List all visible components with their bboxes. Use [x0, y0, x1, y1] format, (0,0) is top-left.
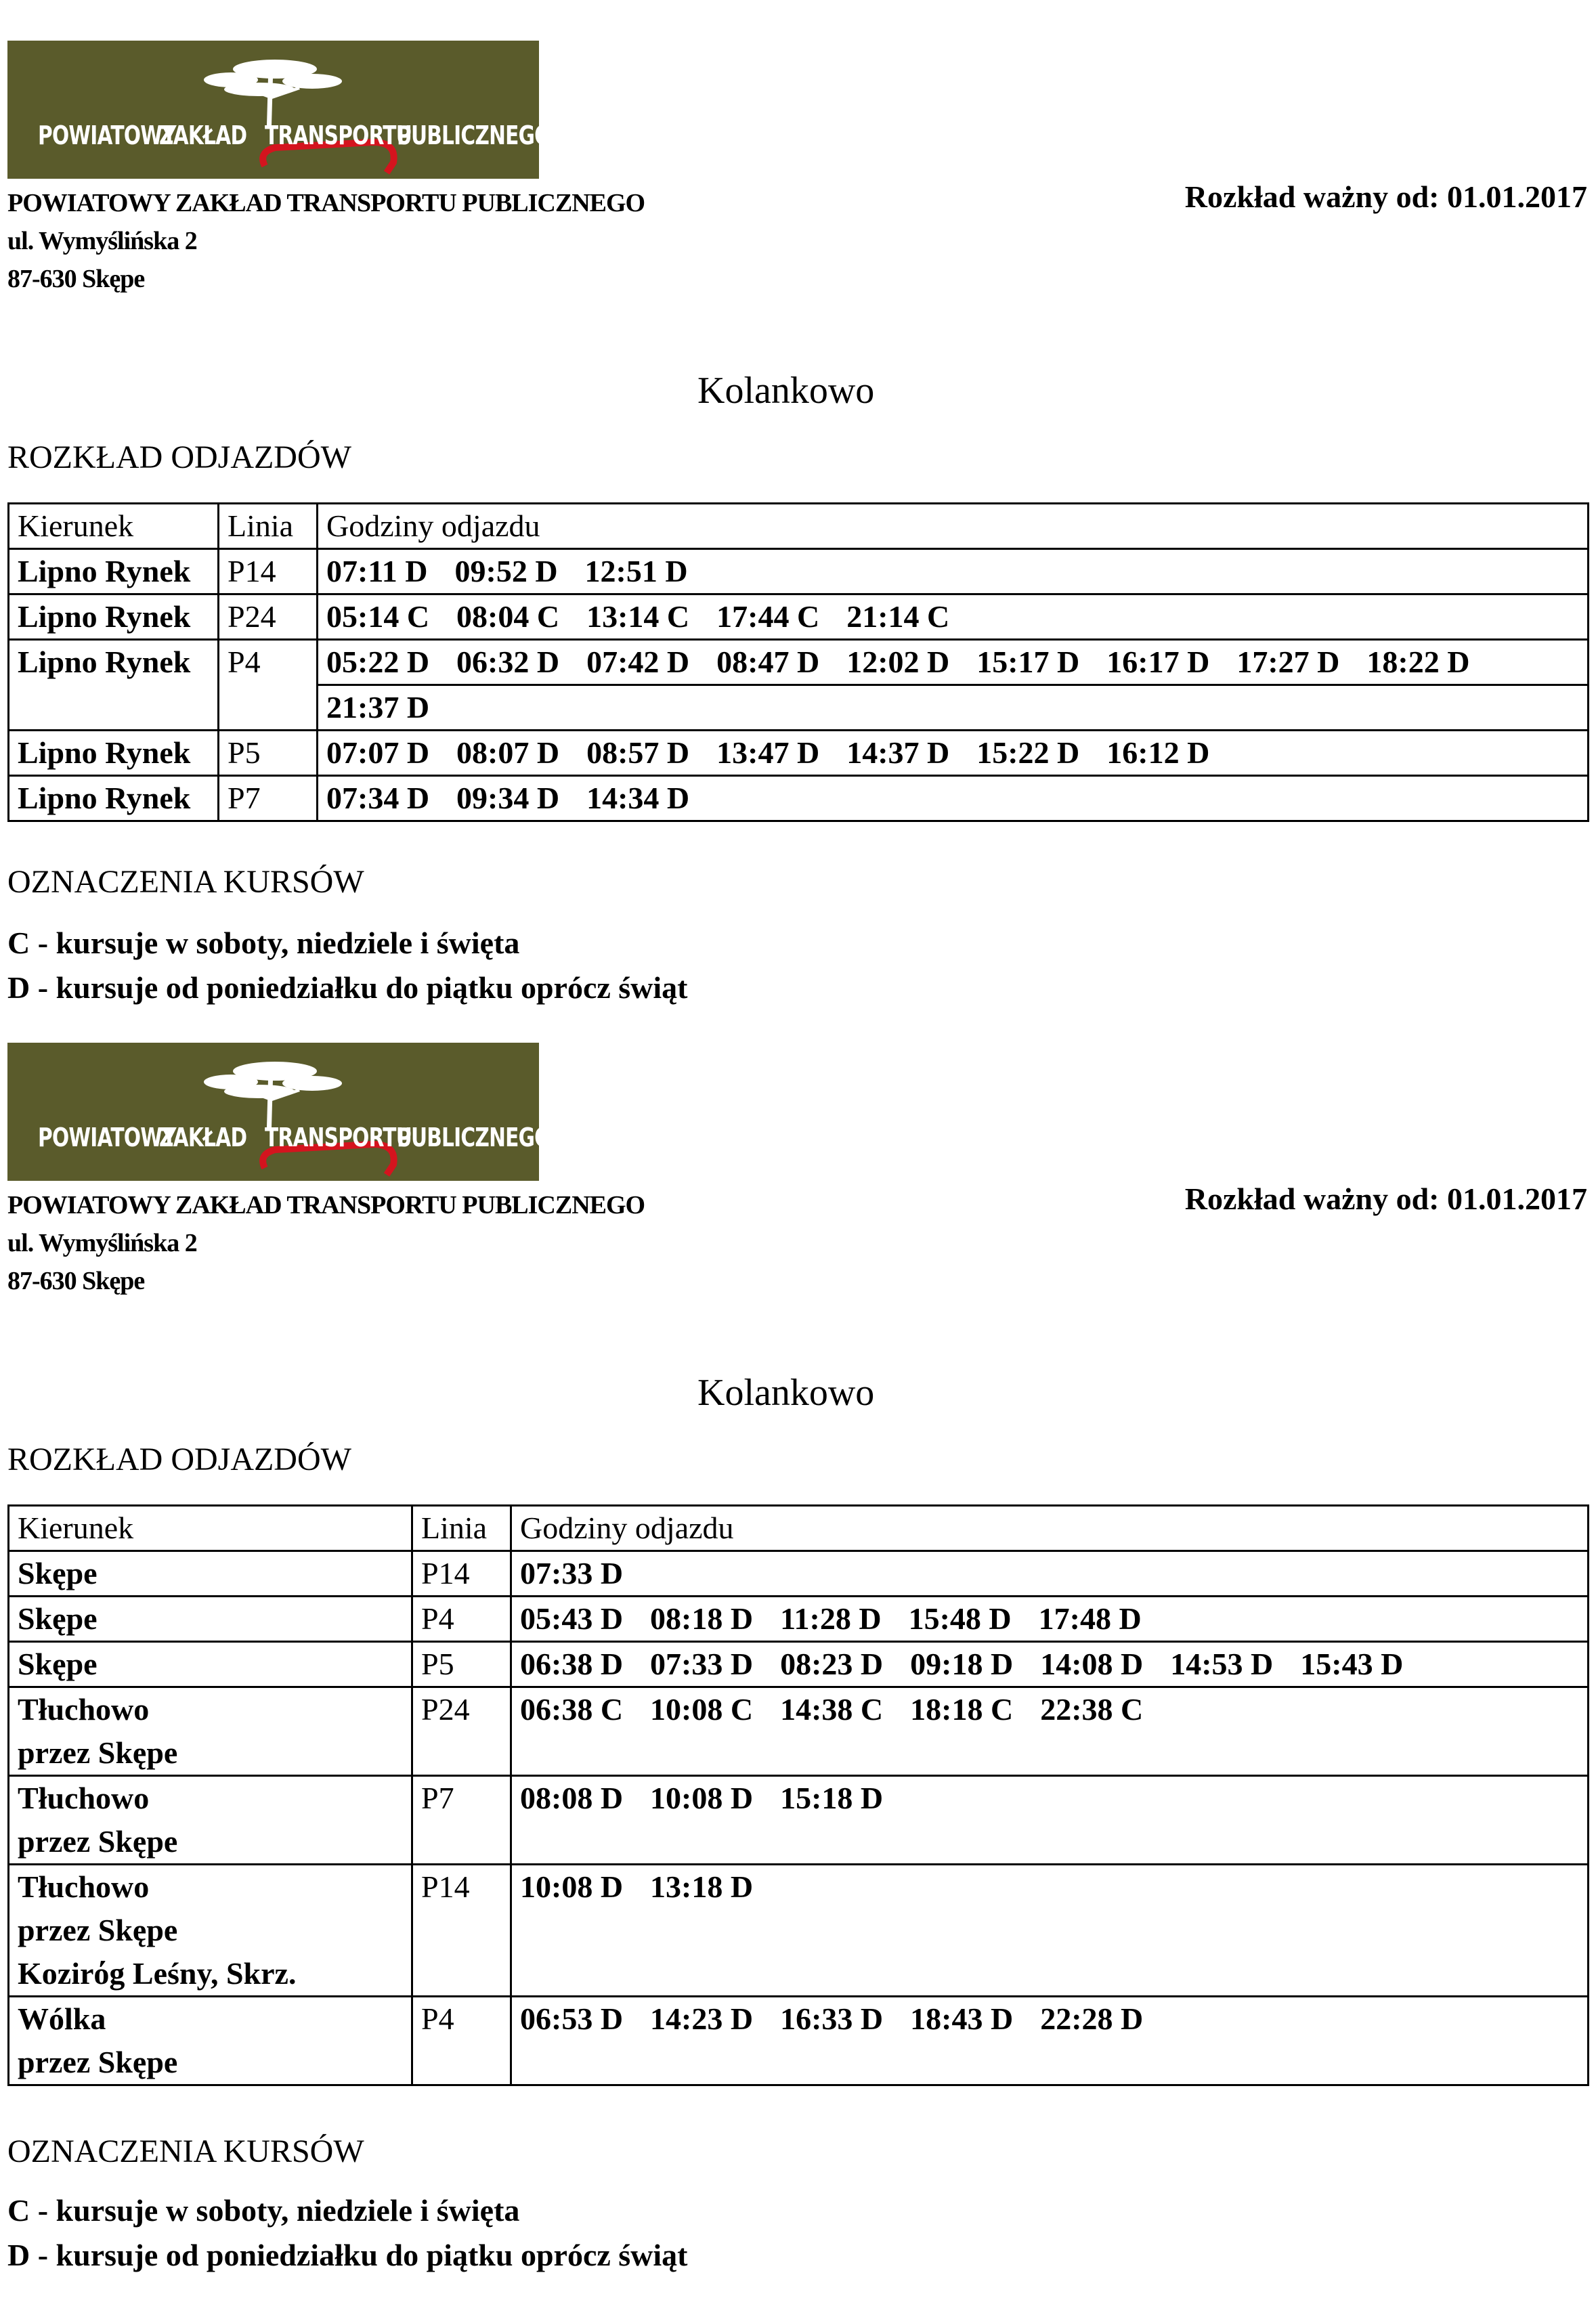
times-cell: 06:53 D 14:23 D 16:33 D 18:43 D 22:28 D: [511, 1997, 1589, 2085]
legend-c: C - kursuje w soboty, niedziele i święta: [7, 2193, 520, 2228]
departures-table: [7, 502, 1589, 822]
table-row: [9, 640, 1589, 685]
company-street: ul. Wymyślińska 2: [7, 227, 197, 255]
company-city: 87-630 Skępe: [7, 1267, 145, 1295]
company-city: 87-630 Skępe: [7, 265, 145, 293]
legend-title: OZNACZENIA KURSÓW: [7, 2133, 364, 2169]
line-cell: P14: [219, 549, 318, 594]
times-cell: 08:08 D 10:08 D 15:18 D: [511, 1776, 1589, 1865]
legend-d: D - kursuje od poniedziałku do piątku oprócz świąt: [7, 2238, 688, 2272]
line-cell: P24: [219, 594, 318, 640]
header-direction: Kierunek: [9, 1506, 412, 1551]
line-cell: P5: [412, 1642, 511, 1687]
legend: [7, 921, 688, 1010]
header-times: Godziny odjazdu: [318, 504, 1589, 549]
table-row: [9, 1687, 1589, 1776]
direction-cell: Wólka przez Skępe: [9, 1997, 412, 2085]
company-street: ul. Wymyślińska 2: [7, 1229, 197, 1257]
table-row: [9, 1642, 1589, 1687]
stop-name: Kolankowo: [697, 370, 875, 412]
legend-title: OZNACZENIA KURSÓW: [7, 864, 364, 900]
company-name: POWIATOWY ZAKŁAD TRANSPORTU PUBLICZNEGO: [7, 1191, 645, 1219]
line-cell: P14: [412, 1865, 511, 1997]
times-cell: 05:14 C 08:04 C 13:14 C 17:44 C 21:14 C: [318, 594, 1589, 640]
direction-cell: Lipno Rynek: [9, 549, 219, 594]
times-cell: 07:33 D: [511, 1551, 1589, 1597]
header-line: Linia: [412, 1506, 511, 1551]
table-row: [9, 549, 1589, 594]
direction-cell: Lipno Rynek: [9, 731, 219, 776]
direction-cell: Lipno Rynek: [9, 776, 219, 821]
line-cell: P24: [412, 1687, 511, 1776]
stop-name: Kolankowo: [697, 1372, 875, 1414]
direction-cell: Skępe: [9, 1642, 412, 1687]
legend-d: D - kursuje od poniedziałku do piątku oprócz świąt: [7, 970, 688, 1005]
line-cell: P5: [219, 731, 318, 776]
logo-word-4: PUBLICZNEGO: [397, 1123, 551, 1152]
table-row: [9, 731, 1589, 776]
times-cell: 05:22 D 06:32 D 07:42 D 08:47 D 12:02 D 15:17 D 16:17 D 17:27 D 18:22 D: [318, 640, 1589, 685]
times-cell: 07:34 D 09:34 D 14:34 D: [318, 776, 1589, 821]
times-cell: 07:11 D 09:52 D 12:51 D: [318, 549, 1589, 594]
company-name: POWIATOWY ZAKŁAD TRANSPORTU PUBLICZNEGO: [7, 189, 645, 217]
line-cell: P4: [412, 1597, 511, 1642]
direction-cell: Lipno Rynek: [9, 594, 219, 640]
times-cell: 06:38 D 07:33 D 08:23 D 09:18 D 14:08 D 14:53 D 15:43 D: [511, 1642, 1589, 1687]
logo-word-2: ZAKŁAD: [159, 121, 247, 150]
direction-cell: Tłuchowo przez Skępe: [9, 1687, 412, 1776]
table-row-continued: [9, 685, 1589, 731]
header-direction: Kierunek: [9, 504, 219, 549]
legend-c: C - kursuje w soboty, niedziele i święta: [7, 926, 520, 960]
line-cell: P4: [219, 640, 318, 685]
times-cell: 21:37 D: [318, 685, 1589, 731]
table-row: [9, 1551, 1589, 1597]
table-row: [9, 1776, 1589, 1865]
table-row: [9, 1997, 1589, 2085]
direction-cell: Skępe: [9, 1551, 412, 1597]
company-address: [7, 1186, 645, 1300]
company-address: [7, 184, 645, 298]
header-times: Godziny odjazdu: [511, 1506, 1589, 1551]
logo-word-4: PUBLICZNEGO: [397, 121, 551, 150]
times-cell: 10:08 D 13:18 D: [511, 1865, 1589, 1997]
logo-word-3: TRANSPORTU: [265, 121, 412, 150]
times-cell: 06:38 C 10:08 C 14:38 C 18:18 C 22:38 C: [511, 1687, 1589, 1776]
departures-table: [7, 1504, 1589, 2086]
logo-word-1: POWIATOWY: [38, 1123, 176, 1152]
line-cell: P7: [219, 776, 318, 821]
page-heading: ROZKŁAD ODJAZDÓW: [7, 439, 351, 475]
table-header-row: [9, 504, 1589, 549]
tree-icon: [7, 1043, 539, 1181]
times-cell: 05:43 D 08:18 D 11:28 D 15:48 D 17:48 D: [511, 1597, 1589, 1642]
logo-word-2: ZAKŁAD: [159, 1123, 247, 1152]
line-cell: P14: [412, 1551, 511, 1597]
direction-cell: Skępe: [9, 1597, 412, 1642]
logo-word-1: POWIATOWY: [38, 121, 176, 150]
company-logo: [7, 41, 551, 179]
tree-icon: [7, 41, 539, 179]
valid-from: Rozkład ważny od: 01.01.2017: [1184, 1182, 1587, 1216]
header-line: Linia: [219, 504, 318, 549]
table-row: [9, 776, 1589, 821]
logo-word-3: TRANSPORTU: [265, 1123, 412, 1152]
line-cell: P7: [412, 1776, 511, 1865]
table-row: [9, 1597, 1589, 1642]
company-logo: [7, 1043, 551, 1181]
table-row: [9, 594, 1589, 640]
direction-cell: Tłuchowo przez Skępe Kozirόg Leśny, Skrz.: [9, 1865, 412, 1997]
legend: [7, 2188, 688, 2278]
page-heading: ROZKŁAD ODJAZDÓW: [7, 1442, 351, 1477]
line-cell: P4: [412, 1997, 511, 2085]
times-cell: 07:07 D 08:07 D 08:57 D 13:47 D 14:37 D 15:22 D 16:12 D: [318, 731, 1589, 776]
valid-from: Rozkład ważny od: 01.01.2017: [1184, 179, 1587, 214]
table-header-row: [9, 1506, 1589, 1551]
direction-cell: Tłuchowo przez Skępe: [9, 1776, 412, 1865]
direction-cell: Lipno Rynek: [9, 640, 219, 685]
table-row: [9, 1865, 1589, 1997]
